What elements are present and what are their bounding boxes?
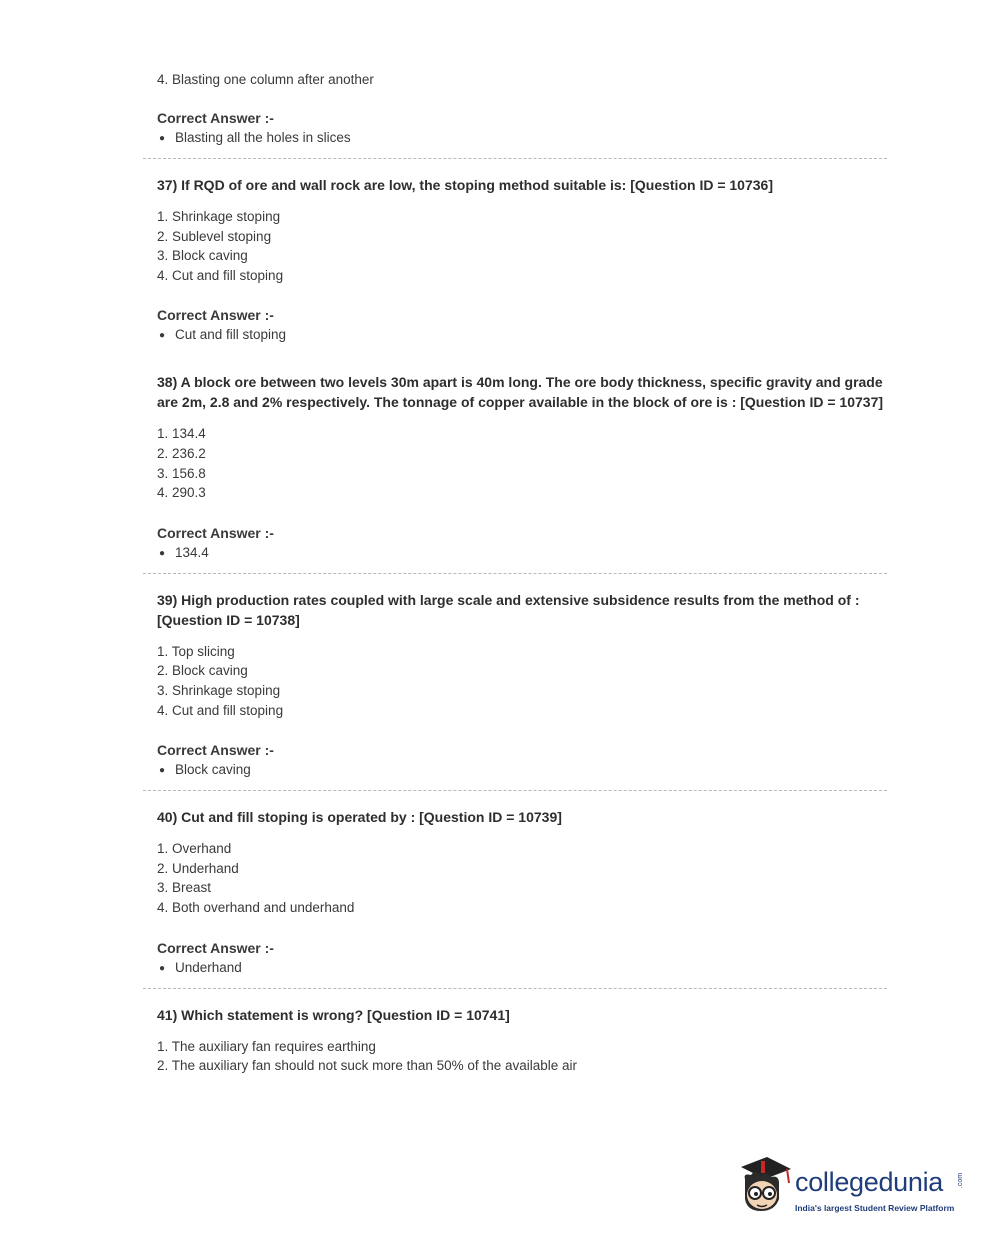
bullet-icon: ● xyxy=(159,962,166,974)
bullet-icon: ● xyxy=(159,133,166,144)
divider xyxy=(143,158,887,159)
option-item: 4. Blasting one column after another xyxy=(157,72,374,87)
question-title: 38) A block ore between two levels 30m apart is 40m long. The ore body thickness, specific gravity and grade are 2m, 2.8 and 2% respectively. The tonnage of copper available in the block of ore is : [Question ID = 10737] xyxy=(157,374,884,411)
options-list xyxy=(157,424,887,502)
bullet-icon: ● xyxy=(159,330,166,342)
option-item: 1. 134.4 xyxy=(157,426,206,442)
option-item: 2. Sublevel stoping xyxy=(157,228,272,244)
bullet-icon: ● xyxy=(159,765,166,777)
logo-suffix: .com xyxy=(957,1172,965,1189)
correct-answer: ● Block caving xyxy=(157,760,887,781)
option-item: 2. Underhand xyxy=(157,860,239,876)
option-item: 4. Both overhand and underhand xyxy=(157,899,355,915)
options-list xyxy=(157,1037,887,1076)
correct-answer-label: Correct Answer :- xyxy=(157,110,274,126)
correct-answer-label: Correct Answer :- xyxy=(157,742,274,759)
option-item: 2. The auxiliary fan should not suck more than 50% of the available air xyxy=(157,1058,577,1074)
correct-answer: ● 134.4 xyxy=(157,543,887,564)
correct-answer: ● Cut and fill stoping xyxy=(157,325,887,346)
question-title: 39) High production rates coupled with large scale and extensive subsidence results from the method of : [Question ID = 10738] xyxy=(157,591,860,628)
option-item: 3. 156.8 xyxy=(157,465,206,481)
option-item: 3. Shrinkage stoping xyxy=(157,682,281,698)
divider xyxy=(143,790,887,791)
question-title: 40) Cut and fill stoping is operated by : [Question ID = 10739] xyxy=(157,809,562,826)
option-item: 4. Cut and fill stoping xyxy=(157,702,284,718)
option-item: 1. Overhand xyxy=(157,841,232,857)
option-item: 1. The auxiliary fan requires earthing xyxy=(157,1038,376,1054)
option-item: 2. 236.2 xyxy=(157,445,206,461)
options-list xyxy=(157,839,887,917)
option-item: 2. Block caving xyxy=(157,663,248,679)
correct-answer-label: Correct Answer :- xyxy=(157,524,274,541)
question-title: 41) Which statement is wrong? [Question ID = 10741] xyxy=(157,1006,510,1023)
option-item: 1. Shrinkage stoping xyxy=(157,209,281,224)
collegedunia-logo[interactable] xyxy=(735,1153,965,1223)
divider xyxy=(143,573,887,574)
correct-answer: ● Underhand xyxy=(157,958,887,979)
mascot-icon xyxy=(735,1153,795,1223)
options-list xyxy=(157,642,887,720)
option-item: 3. Block caving xyxy=(157,248,248,264)
logo-tagline: India's largest Student Review Platform xyxy=(795,1203,955,1213)
option-item: 1. Top slicing xyxy=(157,643,235,659)
option-item: 4. Cut and fill stoping xyxy=(157,267,284,283)
question-title: 37) If RQD of ore and wall rock are low, the stoping method suitable is: [Question ID = 10736] xyxy=(157,177,773,193)
divider xyxy=(143,988,887,989)
bullet-icon: ● xyxy=(159,547,166,559)
option-item: 4. 290.3 xyxy=(157,485,206,501)
question-paper xyxy=(157,70,887,1096)
correct-answer: ● Blasting all the holes in slices xyxy=(157,128,887,149)
option-item: 3. Breast xyxy=(157,880,212,896)
correct-answer-label: Correct Answer :- xyxy=(157,939,274,956)
correct-answer-label: Correct Answer :- xyxy=(157,307,274,324)
logo-wordmark: collegedunia xyxy=(795,1167,944,1197)
options-list xyxy=(157,207,887,285)
